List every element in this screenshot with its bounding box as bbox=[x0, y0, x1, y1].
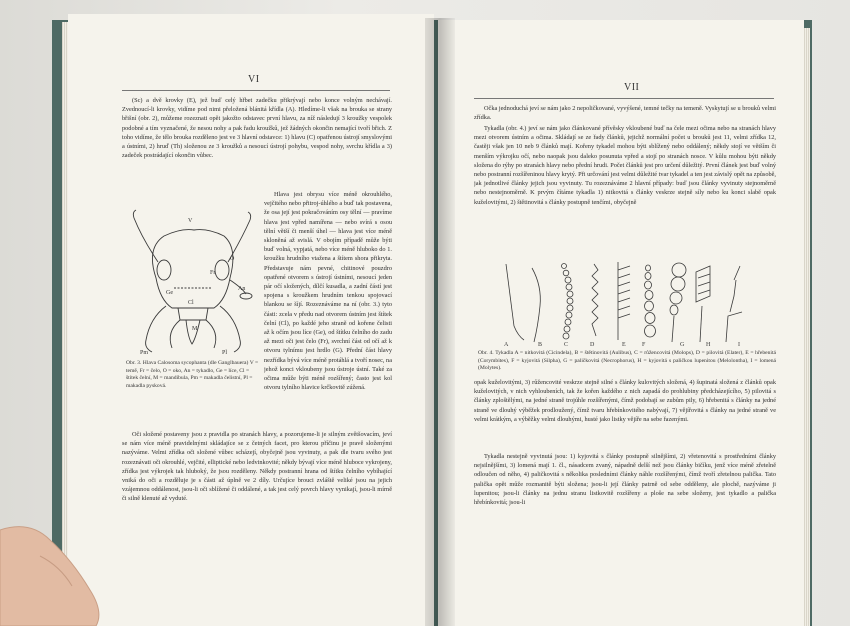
figure-3-label-pm: Pm bbox=[140, 350, 149, 356]
right-page bbox=[438, 20, 804, 626]
figure-3-head-illustration bbox=[126, 208, 256, 358]
figure-4-label-f: F bbox=[642, 342, 646, 346]
figure-4-label-d: D bbox=[590, 342, 595, 346]
right-paragraph-3 bbox=[474, 378, 776, 450]
right-paragraph-4-text: Tykadla nestejně vyvinutá jsou: 1) kyjovitá s články postupně silnějšími, 2) vřetenovitá s prostředními články nejsilnějšími, 3) lomená mají 1. čl., násadcem zvaný, nápadně delší než jsou články bičíku, jenž více méně zřetelně odloučen od něho, 4) paličkovitá s několika posledními články náhle rozšířenými, čímž tvoří zřetelnou palička. Tato palička opět může rozmanitě býti složena; jsou-li její články patrně od sebe odděleny, ale plochě, nazýváme ji lupenitou; jsou-li články na jednu stranu listkovitě rozšířeny a ploše na sebe složeny, jest tykadlo a palička hřebínkovitá; jsou-li bbox=[474, 453, 776, 507]
left-paragraph-3-text: Oči složené postaveny jsou z pravidla po stranách hlavy, a pozorujeme-li je silným zvětšovacím, jeví se nám více méně pravidelnými skládajíce se z četných facet, pro kterou příčinu je pravě složenými nazýváme. Velmi zřídka oči složené vůbec scházejí, obyčejně jsou vyvinuty, a pak dle tvaru svého jest rozeznávati oči okrouhlé, vejčité, elliptické nebo ledvinkovité; někdy bývají více méně hluboce vykrojeny, zřídka jest výkrojek tak hluboký, že jsou rozděleny. Někdy postranní hrana od štítku čelního vybíhající vniká do oči a rozděluje je s části až úplně ve 2 díly. Určujíce brouci zvláště veliké jsou na jejich vzájemnou oddálenost, jsou-li oči sblížené či oddálené, a tak jest celý povrch hlavy vynikají, jsou-li mírně či silně klenuté až vyduté. bbox=[122, 431, 392, 503]
hand-holding-book bbox=[0, 520, 110, 626]
left-paragraph-3 bbox=[122, 430, 392, 580]
figure-4-label-b: B bbox=[538, 342, 543, 346]
figure-3-label-fr: Fr bbox=[210, 270, 216, 276]
figure-3-label-cl: Cl bbox=[188, 300, 194, 306]
figure-3-label-v: V bbox=[188, 218, 193, 224]
figure-4-label-h: H bbox=[706, 342, 711, 346]
header-rule-left bbox=[122, 90, 390, 91]
figure-3-label-o: O bbox=[230, 256, 235, 262]
right-paragraph-2-text: Tykadla (obr. 4.) jeví se nám jako článkované přívěsky vkloubené buď na čele mezi očima nebo na stranách hlavy mezi otvorem ústním a očima. Skládají se ze řady článků, jejichž normální počet u brouků jest 11, velmi zřídka 12, častěji však jen 10 neb 9 článků mají. Kořeny tykadel mohou býti sblížený nebo oddálený; někdy stojí ve větším či menším výkrojku očí, nebo naopak jsou daleko posunuta vpřed a stojí po stranách nosce. V kůlu mohou býti někdy složena do rýhy po stranách hlavy nebo přední hrudi. Počet článků jest pro určení důležitý. První článek jest buď volný nebo postranní rozšířeninou hlavy krytý. Při určování jest velmi důležité tvar tykadel a ten jest závislý opět na způsobě, jak jednotlivé články jejich jsou vyvinuty. Tu rozeznáváme 2 hlavní případy: buď jsou články vyvinuty stejnoměrně nebo nestejnoměrně. K prvým čítáme tykadla 1) nitkovitá s články veskrze stejně síly nebo ku konci slabě opak kuželovitými, 2) štětinovitá s články postupně tenčími, obyčejně bbox=[474, 125, 776, 206]
figure-3-label-pl: Pl bbox=[222, 350, 228, 356]
right-paragraph-1 bbox=[474, 104, 776, 124]
figure-4-caption: Obr. 4. Tykadla A = nitkovitá (Cicindela), B = štětinovitá (Aulibus), C = růžencovitá (Molops), D = pilovitá (Elater), E = hřebenitá (Corymbites), F = kyjovitá (Silpha), G = paličkovitá (Necrophorus), H = kyjovitá s paličkou lupenitou (Melolontha), I = lomená (Molytes). bbox=[478, 350, 776, 372]
left-page bbox=[68, 14, 434, 626]
left-paragraph-2-column bbox=[264, 190, 392, 426]
right-paragraph-1-text: Očka jednoduchá jeví se nám jako 2 nepoličkované, vyvýšené, temné tečky na temeně. Vyskytují se u brouků velmi zřídka. bbox=[474, 105, 776, 122]
left-paragraph-2-text: Hlava jest obrysu více méně okrouhlého, vejčitého nebo přitroj-úhlého a buď tak postavena, že osa její jest pokračováním osy tělní — pravíme hlava jest vpřed namířena — nebo svírá s osou tělní větší či menší úhel — hlava jest více méně skloněná až svislá. V obojím případě může býti buď volná, vypjatá, nebo více méně hluboko do 1. kroužku hrudního vtažena a štítem shora přikryta. Představuje nám pevné, chitinové pouzdro opatřené otvorem s ústrojí ústními, nesoucí jeden pár očí složených, dílčí kusadla, a zadní částí jest spojena s kroužkem hrudním tenkou spojovací blankou se šíjí. Rozeznáváme na ní (obr. 3.) tyto části: zcela v předu nad otvorem ústním jest štítek čelní (Cl), po každé jeho straně od kořene čelisti až k očím jsou líce (Ge), od štítku čelního do zadu až mezi oči jest čelo (Fr), svrchní část od očí až k otvoru tylnímu jest hrdlo (G). Přední část hlavy nezřídka bývá více méně protáhlá a tvoří nosec, na jehož konci vkloubeny jsou ústroje ústní. Také za očima může býti méně rozšířený; často jest kol otvoru tylního hlavice krčkovitě zúžená. bbox=[264, 191, 392, 392]
right-paragraph-2 bbox=[474, 124, 776, 254]
figure-3-label-ge: Ge bbox=[166, 290, 173, 296]
right-paragraph-4 bbox=[474, 452, 776, 592]
figure-4-label-a: A bbox=[504, 342, 509, 346]
figure-4-label-c: C bbox=[564, 342, 569, 346]
page-edges-right bbox=[804, 28, 810, 626]
figure-3-label-an: An bbox=[238, 286, 246, 292]
figure-4-label-g: G bbox=[680, 342, 685, 346]
page-number-left: VI bbox=[248, 74, 260, 85]
right-paragraph-3-text: opak kuželovitými, 3) růžencovité veskrze stejně silné s články kulovitých složená, 4) šupinatá složená z článků opak kuželovitých, v nich vyhloubeních, tak že kořen každého z nich zapadá do prohlubiny předcházejícího, 5) pilovitá s články zploštělými, na jedné straně trojúhle rozšířenými, čímž podobají se zubům pily, 6) hřebenitá s články na jedné straně ve dlouhý výběžek prodloužený, čímž tvaru hřebínkovitého nabývají, 7) vějířovitá s články na jedné straně ve velmi krátkým, a výběžky velmi dlouhými, husté jako listky vějíře na sebe řazenými. bbox=[474, 379, 776, 423]
figure-3-caption: Obr. 3. Hlava Calosoma sycophanta (dle Ganglbauera) V = temě, Fr = čelo, O = oko, An = tykadlo, Ge = líce, Cl = štítek čelní, M = mandibula, Pm = makadla čelistní, Pl = makadla pysková. bbox=[126, 360, 259, 389]
figure-4-antennae-illustration bbox=[498, 256, 748, 346]
page-number-right: VII bbox=[624, 82, 640, 93]
book-spine-shadow bbox=[425, 18, 455, 626]
figure-3-label-m: M bbox=[192, 326, 198, 332]
left-paragraph-1 bbox=[122, 96, 392, 192]
left-paragraph-1-text: (Sc) a dvě krovky (E), jež buď celý hřbet zadečku přikrývají nebo konce volným nechávají. Zvednoucí-li krovky, vidíme pod nimi přeložená blánitá křídla (A). Hledíme-li však na brouka se strany břišní (obr. 2), můžeme rozeznati opět jakožto odstavec první hlavu, za níž následují 3 kroužky vespolek podobné a tím vyznačené, že nesou nohy a pak řadu kroužků, jež žádných okončin nemající tvoří břich. Z toho vidíme, že tělo brouka rozděleno jest ve 3 hlavní odstavce: 1) hlavu (C) opatřenou ústrojí smyslovými a ústními, 2) hruď (Th) složenou ze 3 kroužků a nesoucí ústrojí pohybu, vespod nohy, svrchu křídla a 3) zadeček postrádající okončin vůbec. bbox=[122, 97, 392, 160]
header-rule-right bbox=[474, 98, 774, 99]
figure-4-label-i: I bbox=[738, 342, 740, 346]
figure-4-label-e: E bbox=[622, 342, 626, 346]
